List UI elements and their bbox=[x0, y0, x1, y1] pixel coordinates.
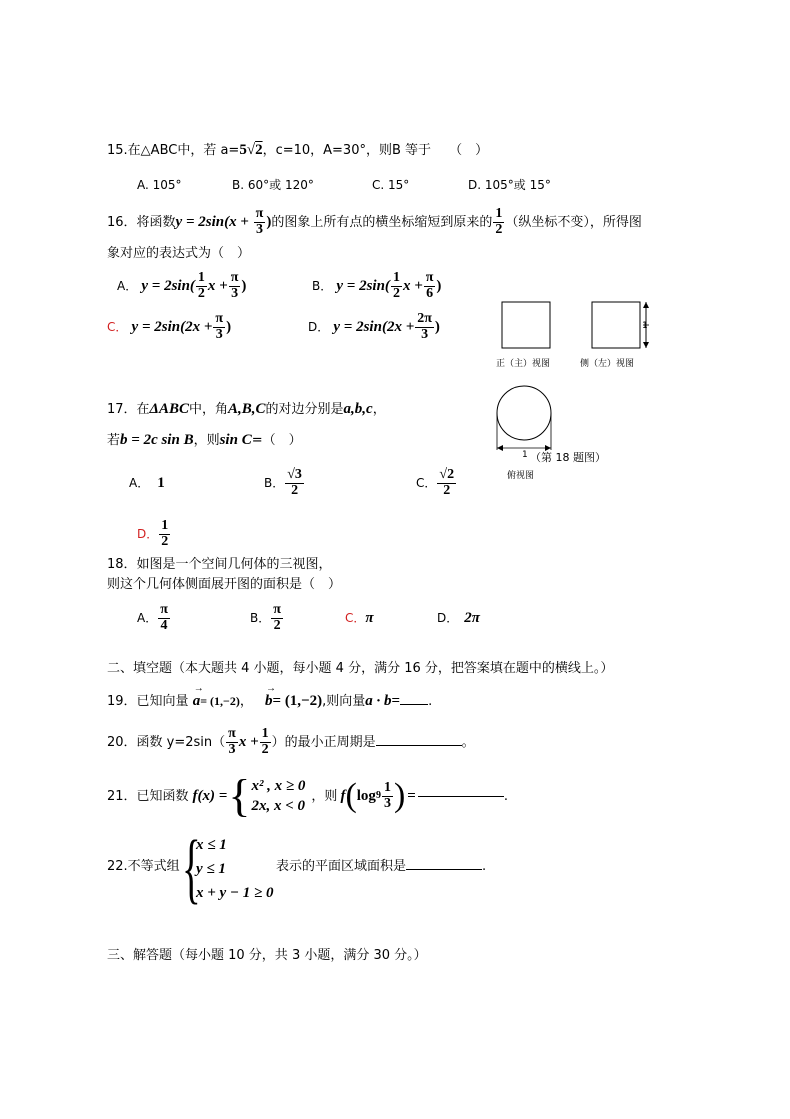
sqrt-symbol: √2 bbox=[246, 142, 263, 158]
q22-system bbox=[196, 833, 274, 905]
q15-stem bbox=[107, 143, 488, 158]
q17-line1 bbox=[107, 402, 386, 417]
q18-opt-a-frac bbox=[158, 603, 170, 633]
q16-middle: 的图象上所有点的横坐标缩短到原来的 bbox=[271, 215, 493, 230]
q17-opt-d-num: 1 bbox=[161, 518, 169, 534]
q19-veca-text: a bbox=[192, 693, 201, 709]
q18-option-c bbox=[345, 611, 374, 626]
q18-opt-d-value: 2π bbox=[464, 610, 480, 626]
section-3-heading: 三、解答题（每小题 10 分，共 3 小题，满分 30 分。） bbox=[107, 948, 427, 963]
q16-opt-b-fd: 2 bbox=[392, 286, 400, 301]
q16-opt-b-mid: x + bbox=[402, 278, 423, 294]
q17-option-a bbox=[129, 476, 165, 491]
q21 bbox=[107, 770, 508, 822]
q16-opt-a-label: A． bbox=[117, 279, 138, 293]
vector-arrow-icon: → bbox=[193, 683, 204, 694]
q21-answer-blank[interactable] bbox=[418, 796, 504, 797]
q17-opt-c-den: 2 bbox=[443, 483, 451, 498]
q16-option-c bbox=[107, 311, 231, 344]
q17-opt-c-frac bbox=[437, 468, 456, 498]
side-dim-one: 1 bbox=[642, 321, 648, 331]
q22-row1: x ≤ 1 bbox=[196, 837, 227, 853]
q16-opt-a-fd: 2 bbox=[197, 286, 205, 301]
left-brace-icon: { bbox=[182, 824, 201, 911]
q16-opt-b-pn: π bbox=[425, 270, 434, 286]
q20-answer-blank[interactable] bbox=[376, 745, 462, 746]
q16-opt-d-pn: 2π bbox=[417, 311, 432, 327]
q22-suffix-text: 表示的平面区域面积是 bbox=[276, 859, 407, 874]
q16-opt-c-label: C． bbox=[107, 320, 128, 334]
q17-sides: a,b,c bbox=[343, 401, 373, 417]
q20-prefix: 20．函数 y=2sin（ bbox=[107, 735, 226, 750]
q16-opt-c-frac bbox=[213, 312, 225, 342]
q16-expr-close: ) bbox=[266, 214, 272, 230]
q16-opt-a-pd: 3 bbox=[231, 286, 239, 301]
q22-answer-blank[interactable] bbox=[406, 869, 482, 870]
q16-expr-den: 3 bbox=[256, 222, 263, 237]
q16-half-fraction bbox=[493, 207, 504, 237]
q21-frac bbox=[382, 781, 393, 811]
q20-hd: 2 bbox=[261, 742, 269, 757]
q21-log: log bbox=[356, 787, 376, 804]
q16-half-den: 2 bbox=[495, 222, 503, 237]
q18-option-d bbox=[437, 611, 480, 626]
q19-val-a: = (1,−2) bbox=[200, 694, 240, 708]
q16-opt-b-close: ) bbox=[436, 278, 442, 294]
q16-opt-a-frac2 bbox=[229, 271, 241, 301]
q16-half-num: 1 bbox=[495, 206, 503, 222]
q17-line2 bbox=[107, 433, 302, 448]
q18-line2: 则这个几何体侧面展开图的面积是（ ） bbox=[107, 577, 342, 592]
q16-option-a bbox=[117, 270, 246, 303]
q16-expr-x: x bbox=[229, 214, 237, 230]
q18-option-b bbox=[250, 598, 284, 639]
q18-option-a bbox=[137, 598, 171, 639]
q17-option-d bbox=[137, 514, 171, 555]
q18-line1: 18．如图是一个空间几何体的三视图， bbox=[107, 557, 332, 572]
q17-opt-d-label: D． bbox=[137, 527, 159, 541]
q21-fn: 1 bbox=[383, 779, 391, 795]
q20-half-frac bbox=[260, 727, 271, 757]
q18-opt-a-label: A． bbox=[137, 611, 158, 625]
q17-sinc: sin C bbox=[219, 432, 252, 448]
q16-opt-a-mid: x + bbox=[207, 278, 228, 294]
q21-cases bbox=[251, 776, 305, 816]
q15-rest: ，c=10，A=30°，则B 等于 bbox=[262, 143, 432, 158]
q16-opt-d-lead: y = 2sin(2x + bbox=[333, 319, 415, 335]
q15-paren: （ ） bbox=[449, 143, 489, 158]
q17-l2-a: 若 bbox=[107, 433, 121, 448]
q22-prefix: 22.不等式组 bbox=[107, 859, 180, 874]
q17-l2-c: =（ ） bbox=[251, 433, 302, 448]
q16-opt-a-lead: y = 2sin( bbox=[141, 278, 195, 294]
side-view-square bbox=[592, 302, 640, 348]
q18-opt-b-label: B． bbox=[250, 611, 271, 625]
q16-opt-a-frac1 bbox=[196, 271, 207, 301]
q19-val-b: = (1,−2) bbox=[272, 693, 323, 709]
q18-opt-c-value: π bbox=[365, 610, 374, 626]
q21-fd: 3 bbox=[383, 795, 391, 811]
q17-option-b bbox=[264, 462, 305, 505]
three-view-figure bbox=[486, 296, 656, 476]
q19-dot-product: a · b bbox=[365, 693, 392, 709]
q19-eq: = bbox=[391, 693, 401, 709]
q18-opt-b-den: 2 bbox=[273, 618, 281, 633]
q18-opt-a-den: 4 bbox=[160, 618, 168, 633]
q16-opt-d-close: ) bbox=[434, 319, 440, 335]
q21-end: . bbox=[503, 788, 508, 804]
q16-opt-b-lead: y = 2sin( bbox=[336, 278, 390, 294]
q16-opt-a-close: ) bbox=[241, 278, 247, 294]
q16-opt-c-pn: π bbox=[215, 311, 224, 327]
q17-l1-b: 中，角 bbox=[188, 402, 228, 417]
q19-vec-b bbox=[265, 683, 277, 709]
q17-opt-c-label: C． bbox=[416, 476, 437, 490]
top-dim-arrow-left bbox=[497, 445, 503, 451]
q22-row3: x + y − 1 ≥ 0 bbox=[196, 885, 274, 901]
q16-opt-d-frac bbox=[415, 312, 434, 342]
left-brace-icon: { bbox=[228, 770, 251, 822]
q17-option-c bbox=[416, 462, 457, 505]
q17-opt-a-value: 1 bbox=[157, 475, 165, 491]
q19-answer-blank[interactable] bbox=[400, 704, 428, 705]
q19-prefix: 19．已知向量 bbox=[107, 694, 189, 709]
q16-opt-a-pn: π bbox=[230, 270, 239, 286]
q16-expr-num: π bbox=[255, 206, 264, 222]
q15-option-b: B. 60°或 120° bbox=[232, 178, 314, 192]
q15-option-d: D. 105°或 15° bbox=[468, 178, 551, 192]
q17-opt-d-den: 2 bbox=[161, 534, 169, 549]
figure-caption: （第 18 题图） bbox=[530, 451, 606, 464]
q16-option-d bbox=[308, 311, 440, 344]
q20-mid: x + bbox=[238, 734, 259, 750]
front-view-square bbox=[502, 302, 550, 348]
q18-opt-a-num: π bbox=[160, 602, 168, 618]
q17-condition: b = 2c sin B bbox=[120, 432, 194, 448]
q17-l1-d: ， bbox=[372, 402, 386, 417]
q16-opt-c-lead: y = 2sin(2x + bbox=[131, 319, 213, 335]
section-2-heading: 二、填空题（本大题共 4 小题，每小题 4 分，满分 16 分，把答案填在题中的横线上。） bbox=[107, 661, 614, 676]
q17-opt-d-frac bbox=[159, 519, 170, 549]
right-paren-icon: ) bbox=[393, 776, 406, 814]
top-view-label: 俯视图 bbox=[507, 471, 535, 481]
q17-opt-c-num: √2 bbox=[439, 467, 455, 483]
q17-triangle: ΔABC bbox=[149, 401, 189, 417]
q16-opt-b-label: B． bbox=[312, 279, 333, 293]
q17-l2-b: ，则 bbox=[193, 433, 220, 448]
q16-prefix: 16．将函数 bbox=[107, 215, 176, 230]
q15-root: 2 bbox=[255, 142, 263, 158]
side-dim-arrow-bottom bbox=[643, 342, 649, 348]
q19-vec-a bbox=[192, 683, 204, 709]
q17-l1-c: 的对边分别是 bbox=[265, 402, 344, 417]
q15-option-c: C. 15° bbox=[372, 178, 410, 192]
q15-option-a: A. 105° bbox=[137, 178, 182, 192]
q21-fx: f(x) = bbox=[192, 787, 228, 804]
q16-opt-b-frac1 bbox=[391, 271, 402, 301]
q16-opt-c-close: ) bbox=[226, 319, 232, 335]
q15-a-value: 5 bbox=[239, 142, 247, 158]
q20-pn: π bbox=[228, 726, 236, 742]
q17-opt-b-num: √3 bbox=[287, 467, 302, 483]
left-paren-icon: ( bbox=[345, 776, 357, 814]
q16-opt-b-frac2 bbox=[424, 271, 436, 301]
q21-f: f bbox=[340, 787, 346, 804]
q21-mid: ，则 bbox=[311, 788, 338, 804]
q16-opt-c-pd: 3 bbox=[215, 327, 223, 342]
q19-sep: ， bbox=[239, 694, 253, 709]
q16-stem bbox=[107, 205, 642, 240]
q22-suffix bbox=[276, 860, 486, 873]
q16-suffix: （纵坐标不变），所得图 bbox=[505, 215, 642, 230]
vector-arrow-icon: → bbox=[266, 683, 277, 694]
q17-opt-b-label: B． bbox=[264, 476, 285, 490]
q20-end: 。 bbox=[461, 735, 475, 750]
q19 bbox=[107, 683, 433, 709]
q22-row2: y ≤ 1 bbox=[196, 861, 226, 877]
q16-line2: 象对应的表达式为（ ） bbox=[107, 246, 251, 261]
q18-opt-b-frac bbox=[271, 603, 283, 633]
q21-prefix: 21．已知函数 bbox=[107, 788, 189, 804]
q17-opt-b-den: 2 bbox=[291, 483, 299, 498]
q19-end: . bbox=[428, 694, 433, 709]
q17-angles: A,B,C bbox=[227, 401, 266, 417]
side-dim-arrow-top bbox=[643, 302, 649, 308]
q20-pi-frac bbox=[226, 727, 238, 757]
q16-option-b bbox=[312, 270, 441, 303]
q17-l1-a: 17．在 bbox=[107, 402, 150, 417]
q16-opt-b-pd: 6 bbox=[426, 286, 434, 301]
q17-opt-a-label: A． bbox=[129, 476, 150, 490]
q21-base: 9 bbox=[375, 790, 381, 801]
q18-opt-c-label: C． bbox=[345, 611, 366, 625]
q15-text: 15.在△ABC中，若 a= bbox=[107, 143, 240, 158]
q16-opt-b-fn: 1 bbox=[392, 270, 400, 286]
q19-mid: ,则向量 bbox=[322, 694, 366, 709]
q21-eq: = bbox=[407, 787, 416, 804]
q21-case1: x² , x ≥ 0 bbox=[251, 778, 306, 794]
q21-case2: 2x, x < 0 bbox=[251, 798, 305, 814]
q19-vecb-text: b bbox=[265, 693, 273, 709]
q20-hn: 1 bbox=[261, 726, 269, 742]
q16-expr-lead: y = 2sin( bbox=[175, 214, 230, 230]
q22-end: . bbox=[482, 859, 487, 874]
q16-opt-d-label: D． bbox=[308, 320, 330, 334]
q16-opt-d-pd: 3 bbox=[421, 327, 429, 342]
q20 bbox=[107, 722, 475, 763]
q18-opt-b-num: π bbox=[273, 602, 281, 618]
top-view-circle bbox=[497, 386, 551, 440]
q20-pd: 3 bbox=[228, 742, 236, 757]
q16-opt-a-fn: 1 bbox=[197, 270, 205, 286]
front-view-label: 正（主）视图 bbox=[496, 359, 551, 369]
q16-expr-plus: + bbox=[236, 214, 253, 230]
q17-opt-b-frac bbox=[285, 468, 304, 498]
side-view-label: 侧（左）视图 bbox=[580, 359, 635, 369]
q18-opt-d-label: D． bbox=[437, 611, 459, 625]
top-dim-one: 1 bbox=[522, 450, 528, 460]
q16-expr-fraction bbox=[254, 207, 266, 237]
q20-suffix: ）的最小正周期是 bbox=[271, 735, 376, 750]
